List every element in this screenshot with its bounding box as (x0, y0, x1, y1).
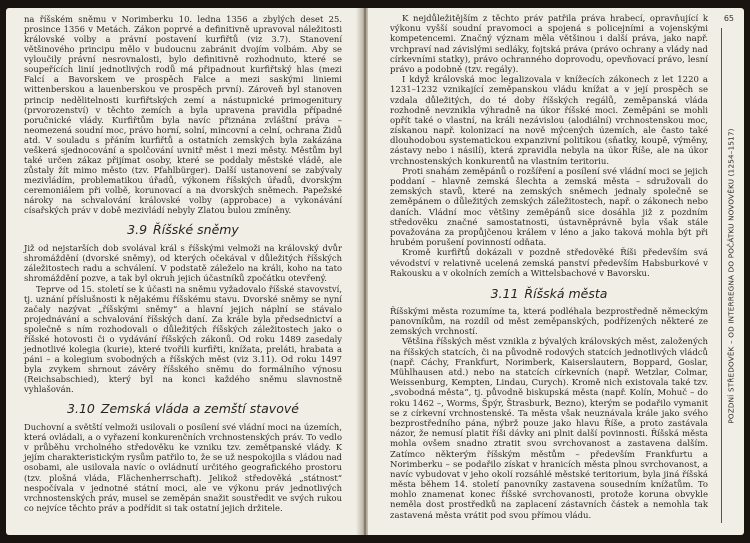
page-number: 65 (723, 14, 734, 23)
paragraph: I když královská moc legalizovala v knížecích zákonech z let 1220 a 1231–1232 vznikající zeměpanskou vládu knížat a v její prospěch se vzdala důležitých, do té doby říšských regálů, zeměpanská vláda rozhodně nevznikla výhradně na úkor říšské moci. Zeměpáni se mohli opřít také o vlastní, na králi nezávislou (alodiální) vrchnostenskou moc, získanou např. kolonizací na nově mýcených územích, ale často také dlouhodobou systematickou expanzivní politikou (sňatky, koupě, výměny, zástavy nebo i násilí), která zpravidla nebyla na úkor Říše, ale na úkor vrchnostenských konkurentů na vlastním teritoriu. (390, 75, 708, 167)
paragraph: Již od nejstarších dob svolával král s říšskými velmoži na královský dvůr shromáždění (dvorské sněmy), od kterých očekával v důležitých říšských záležitostech radu a schválení. V podstatě záleželo na králi, koho na tato shromáždění pozve, a tak byl okruh jejich účastníků zpočátku otevřený. (24, 243, 342, 284)
right-page (368, 8, 744, 535)
paragraph: Většina říšských měst vznikla z bývalých královských měst, založených na říšských statcích, či na původně rodových statcích jednotlivých vládců (např. Cáchy, Frankfurt, Norimberk, Kaiserslautern, Boppard, Goslar, Mühlhausen atd.) nebo na statcích církevních (např. Wetzlar, Colmar, Weissenburg, Kempten, Lindau, Curych). Kromě nich existovala také tzv. „svobodná města“, tj. původně biskupská města (např. Kolín, Mohuč – do roku 1462 –, Worms, Špýr, Štrasburk, Bezno), kterým se podařilo vymanit se z církevní vrchnostenské. Ta města však neuznávala krále jako svého bezprostředního pána, nýbrž pouze jako hlavu Říše, a proto zastávala názor, že nemusí platit říši dávky ani plnit další povinnosti. Říšská města mohla ovšem snadno ztratit svou svrchovanost a zastavena dalším. Zatímco některým říšským městům – především Frankfurtu a Norimberku – se podařilo získat v hranicích města plnou svrchovanost, a navíc vybudovat v jeho okolí rozsáhlé městské teritorium, byla jiná říšská města během 14. století panovníky zastavena sousedním knížatům. To mohlo znamenat konec říšské svrchovanosti, protože koruna obvykle neměla dost prostředků na zaplacení zástavních částek a nemohla tak zastavená města vrátit pod svou přímou vládu. (390, 337, 708, 521)
left-page (6, 8, 362, 535)
paragraph: K nejdůležitějším z těchto práv patřila práva hrabecí, opravňující k výkonu vyšší soudní pravomoci a spojená s policejními a vojenskými kompetencemi. Značný význam měla většinou i další práva, jako např. vrchpraví nad závislými sedláky, fojtská práva (právo ochrany a vlády nad církevními statky), právo ochranného doprovodu, opevňovací právo, lesní právo a podobně (tzv. regály). (390, 14, 708, 75)
section-title: Říšská města (524, 285, 608, 301)
paragraph: na říšském sněmu v Norimberku 10. ledna 1356 a zbylých deset 25. prosince 1356 v Metách. Zákon poprvé a definitivně upravoval náležitosti královské volby a právní postavení kurfiřtů (viz 3.7). Stanovení většinového principu mělo v budoucnu zabránit dvojím volbám. Aby se vyloučily právní nesrovnalosti, bylo definitivně rozhodnuto, které se soupeřících linií jednotlivých rodů má připadnout kurfiřtský hlas (mezi Falcí a Bavorskem ve prospěch Falce a mezi saskými liniemi wittenberskou a lauenberskou ve prospěch první). Zároveň byl stanoven princip nedělitelnosti kurfiřtských zemí a nástupnické primogenitury (prvorozenství) v těchto zemích a byla upravena pravidla případné poručnické vlády. Kurfiřtům byla navíc přiznána zvláštní práva – neomezená soudní moc, právo horní, solní, mincovní a celní, ochrana Židů atd. V souladu s přáním kurfiřtů a ostatních zemských byla zakázána veškerá sjednocování a spolčování uvnitř měst i mezi městy. Městům byl také určen zákaz přijímat osoby, které se poddaly městské vládě, ale zůstaly žít mimo město (tzv. Pfahlbürger). Další ustanovení se zabývaly mezivládím, problematikou úřadů, výkonem říšských úřadů, dvorským ceremoniálem při volbě, korunovací a na dvorských sněmech. Papežské nároky na schvalování královské volby (approbace) a vykonávání císařských práv v době mezivládí nebyly Zlatou bulou zmíněny. (24, 14, 342, 216)
section-number: 3.11 (490, 285, 519, 301)
running-head-rule (721, 28, 722, 523)
paragraph: Proti snahám zeměpánů o rozšíření a posílení své vládní moci se jejich poddaní – hlavně zemská šlechta a zemská města – sdružovali do zemských stavů, které na zemských sněmech jednaly společně se zeměpánem o důležitých zemských záležitostech, např. o zákonech nebo daních. Vládní moc většiny zeměpánů sice dosáhla již z pozdním středověku značné samostatnosti, ústavněprávně byla však stále považována za propůjčenou králem v léno a jako taková mohla být při hrubém porušení povinností odňata. (390, 166, 708, 249)
section-number: 3.9 (127, 222, 148, 238)
paragraph: Teprve od 15. století se k účasti na sněmu vyžadovalo říšské stavovství, tj. uznání příslušnosti k nějakému říšskému stavu. Dvorské sněmy se nyní začaly nazývat „říšskými sněmy“ a hlavní jejich náplní se stávalo projednávání a schvalování říšských daní. Za krále byla předsednictví a společně s ním rozhodovali o důležitých říšských záležitostech jako o říšské hotovosti či o vydávání říšských zákonů. Od roku 1489 zasedaly jednotlivé kolegia (kurie), které tvořili kurfiřti, knížata, preláti, hrabata a páni – a kolegium svobodných a říšských měst (viz 3.11). Od roku 1497 byla zvykem shrnout závěry říšského sněmu do formálního výnosu (Reichsabschied), který byl na konci každého sněmu slavnostně vyhlašován. (24, 283, 342, 395)
paragraph: Kromě kurfiřtů dokázali v pozdně středověké Říši především svá vévodství v relativně ucelená zemská panství především Habsburkové v Rakousku a v okolních zemích a Wittelsbachové v Bavorsku. (390, 248, 708, 279)
running-head-text: POZDNÍ STŘEDOVĚK – OD INTERREGNA DO POČÁTKU NOVOVĚKU (1254–1517) (726, 127, 736, 424)
section-title: Říšské sněmy (153, 222, 239, 238)
paragraph: Říšskými města rozumíme ta, která podléhala bezprostředně německým panovníkům, na rozdíl od měst zeměpanských, podřízených některé ze zemských vrchností. (390, 306, 708, 338)
section-number: 3.10 (67, 401, 95, 417)
right-page-text (390, 14, 708, 521)
section-title: Zemská vláda a zemští stavové (100, 401, 299, 417)
left-page-text (24, 14, 342, 513)
section-heading (24, 222, 342, 237)
section-heading (24, 401, 342, 416)
section-heading (390, 286, 708, 301)
running-head (724, 28, 738, 523)
paragraph: Duchovní a světští velmoži usilovali o posílení své vládní moci na územích, která ovládali, a o vyřazení konkurenčních vrchnostenských práv. To vedlo v průběhu vrcholného středověku ke vzniku tzv. zemětpanské vlády. K jejím charakteristickým rysům patřilo to, že se už nespokojila s vládou nad osobami, ale usilovala navíc o ovládnutí určitého geografického prostoru (tzv. plošná vláda, Flächenherrschaft). Jelikož středověká „státnost“ nespočívala v jednotné státní moci, ale ve výkonu práv jednotlivých vrchnostenských práv, musel se zeměpán snažit soustředit ve svých rukou co nejvíce těchto práv a podřídit si tak ostatní jejich držitele. (24, 422, 342, 513)
